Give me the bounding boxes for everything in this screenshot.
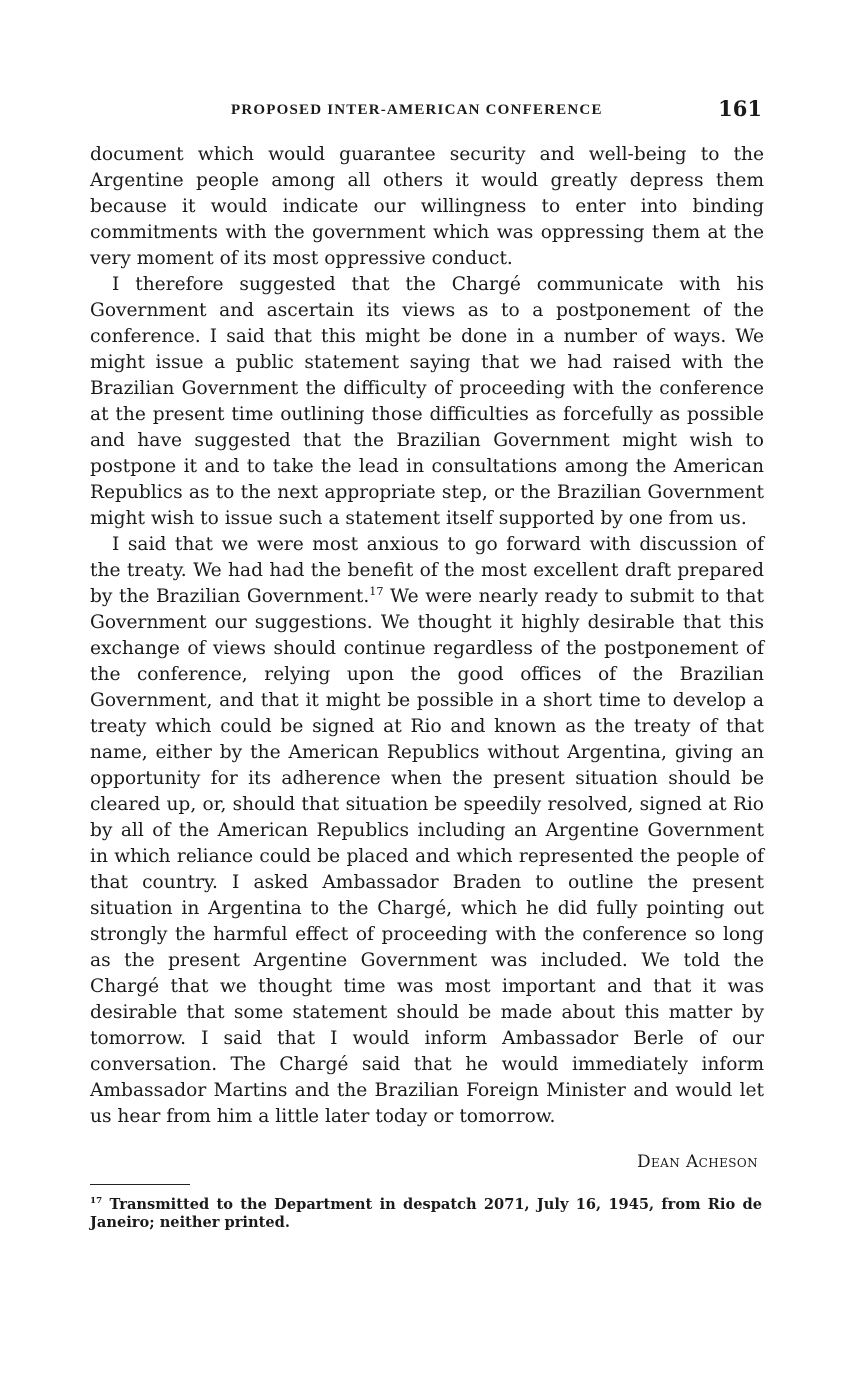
running-header bbox=[90, 98, 766, 126]
footnote-reference: 17 bbox=[369, 584, 384, 598]
paragraph-3-part-1: I said that we were most anxious to go forward with discussion of the treaty. We had had the benefit of the most excellent draft prepared by the Brazilian Government. bbox=[90, 534, 764, 607]
running-title: PROPOSED INTER-AMERICAN CONFERENCE bbox=[231, 102, 603, 118]
footnote-number: 17 bbox=[90, 1196, 103, 1207]
signature: Dean Acheson bbox=[636, 1152, 758, 1172]
paragraph-3-part-2: We were nearly ready to submit to that Government our suggestions. We thought it highly desirable that this exchange of views should continue regardless of the postponement of the conference, relying upon the good offices of the Brazilian Government, and that it might be possible in a short time to develop a treaty which could be signed at Rio and known as the treaty of that name, either by the American Republics without Argentina, giving an opportunity for its adherence when the present situation should be cleared up, or, should that situation be speedily resolved, signed at Rio by all of the American Republics including an Argentine Government in which reliance could be placed and which represented the people of that country. I asked Ambassador Braden to outline the present situation in Argentina to the Chargé, which he did fully pointing out strongly the harmful effect of proceeding with the conference so long as the present Argentine Government was included. We told the Chargé that we thought time was most important and that it was desirable that some statement should be made about this matter by tomorrow. I said that I would inform Ambassador Berle of our conversation. The Chargé said that he would immediately inform Ambassador Martins and the Brazilian Foreign Minister and would let us hear from him a little later today or tomorrow. bbox=[90, 586, 764, 1127]
footnote-divider bbox=[90, 1184, 190, 1185]
footnote-text: Transmitted to the Department in despatch 2071, July 16, 1945, from Rio de Janeiro; neither printed. bbox=[90, 1196, 762, 1231]
body-text bbox=[90, 142, 764, 1130]
paragraph-1: document which would guarantee security and well-being to the Argentine people among all others it would greatly depress them because it would indicate our willingness to enter into binding commitments with the government which was oppressing them at the very moment of its most oppressive conduct. bbox=[90, 144, 764, 269]
paragraph-2: I therefore suggested that the Chargé communicate with his Government and ascertain its views as to a postponement of the conference. I said that this might be done in a number of ways. We might issue a public statement saying that we had raised with the Brazilian Government the difficulty of proceeding with the conference at the present time outlining those difficulties as forcefully as possible and have suggested that the Brazilian Government might wish to postpone it and to take the lead in consultations among the American Republics as to the next appropriate step, or the Brazilian Government might wish to issue such a statement itself supported by one from us. bbox=[90, 274, 764, 529]
footnote bbox=[90, 1196, 762, 1232]
page-number: 161 bbox=[718, 96, 762, 121]
paragraph-3 bbox=[90, 532, 764, 1130]
